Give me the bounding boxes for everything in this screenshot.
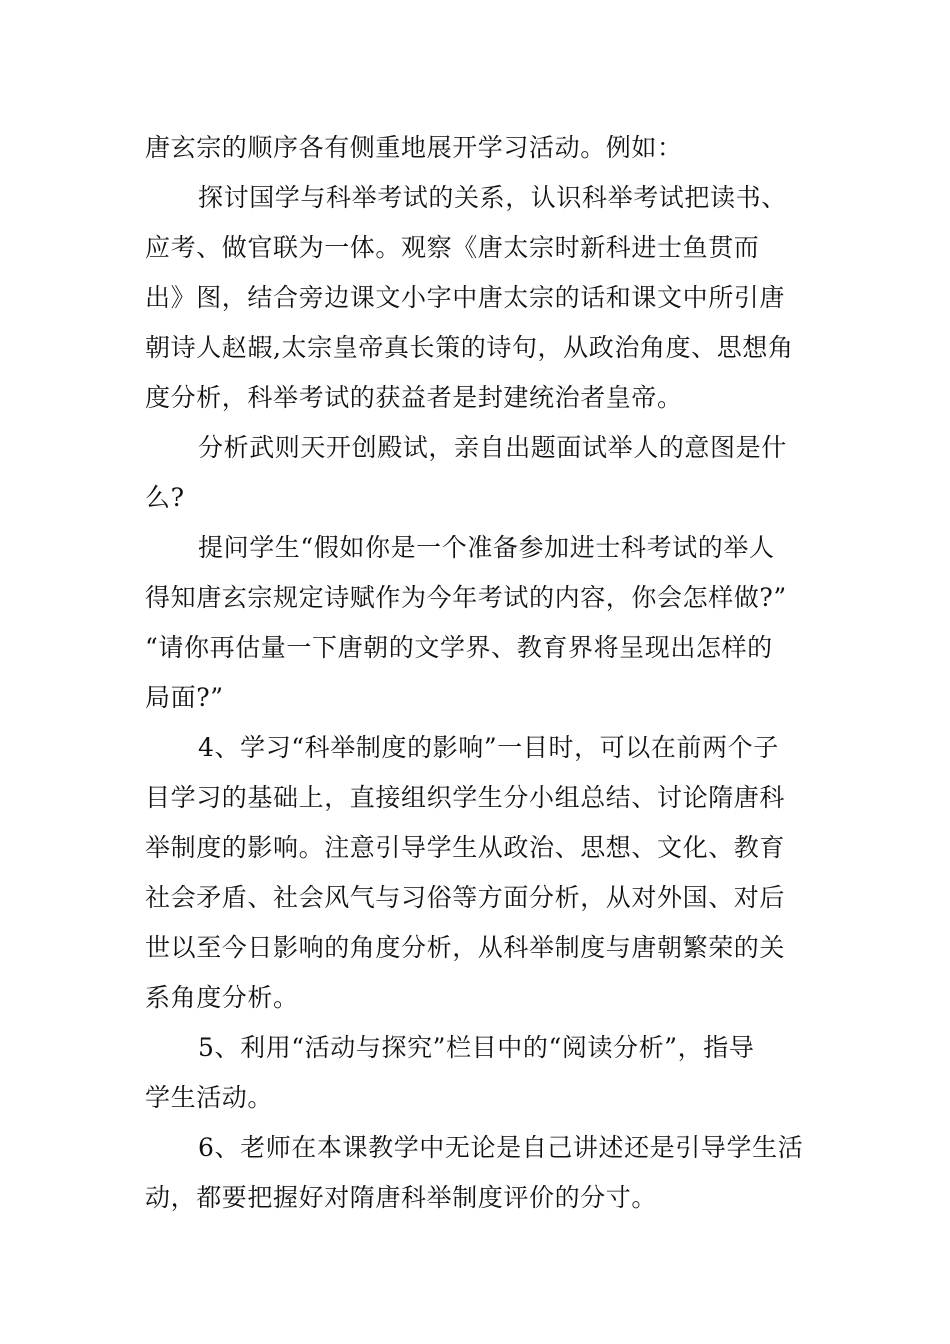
text-line: 目学习的基础上，直接组织学生分小组总结、讨论隋唐科 — [145, 783, 786, 812]
text-line: 举制度的影响。注意引导学生从政治、思想、文化、教育 — [145, 833, 786, 862]
text-line: 动，都要把握好对隋唐科举制度评价的分寸。 — [145, 1183, 658, 1212]
text-line: 唐玄宗的顺序各有侧重地展开学习活动。例如： — [145, 133, 683, 162]
text-line: 4、学习“科举制度的影响”一目时，可以在前两个子 — [198, 733, 779, 762]
text-line: 系角度分析。 — [145, 983, 299, 1012]
text-line: 局面?” — [145, 683, 224, 712]
text-line: “请你再估量一下唐朝的文学界、教育界将呈现出怎样的 — [145, 633, 773, 662]
text-line: 应考、做官联为一体。观察《唐太宗时新科进士鱼贯而 — [145, 233, 760, 262]
text-line: 度分析，科举考试的获益者是封建统治者皇帝。 — [145, 383, 683, 412]
text-line: 6、老师在本课教学中无论是自己讲述还是引导学生活 — [198, 1133, 804, 1162]
text-line: 提问学生“假如你是一个准备参加进士科考试的举人 — [198, 533, 775, 562]
text-line: 么? — [145, 483, 185, 512]
text-line: 世以至今日影响的角度分析，从科举制度与唐朝繁荣的关 — [145, 933, 786, 962]
text-line: 探讨国学与科举考试的关系，认识科举考试把读书、 — [198, 183, 787, 212]
text-line: 得知唐玄宗规定诗赋作为今年考试的内容，你会怎样做?” — [145, 583, 787, 612]
text-line: 分析武则天开创殿试，亲自出题面试举人的意图是什 — [198, 433, 787, 462]
text-line: 学生活动。 — [145, 1083, 274, 1112]
text-line: 5、利用“活动与探究”栏目中的“阅读分析”，指导 — [198, 1033, 755, 1062]
text-line: 社会矛盾、社会风气与习俗等方面分析，从对外国、对后 — [145, 883, 786, 912]
text-line: 朝诗人赵嘏,太宗皇帝真长策的诗句，从政治角度、思想角 — [145, 333, 794, 362]
text-line: 出》图，结合旁边课文小字中唐太宗的话和课文中所引唐 — [145, 283, 786, 312]
